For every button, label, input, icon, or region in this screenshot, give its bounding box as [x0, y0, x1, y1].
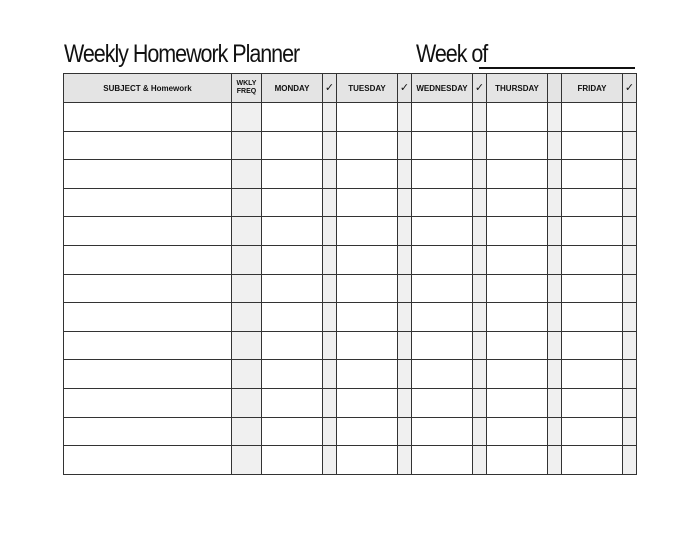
column-header-thursday: THURSDAY	[487, 74, 548, 103]
thursday-cell[interactable]	[487, 217, 548, 246]
weekly-frequency-cell[interactable]	[232, 331, 262, 360]
weekly-frequency-cell[interactable]	[232, 131, 262, 160]
monday-check-cell[interactable]	[323, 331, 337, 360]
monday-check-cell[interactable]	[323, 131, 337, 160]
monday-check-cell[interactable]	[323, 303, 337, 332]
thursday-check-cell[interactable]	[548, 245, 562, 274]
subject-cell[interactable]	[64, 388, 232, 417]
tuesday-check-cell[interactable]	[398, 103, 412, 132]
monday-cell[interactable]	[262, 331, 323, 360]
friday-cell[interactable]	[562, 160, 623, 189]
wednesday-cell[interactable]	[412, 388, 473, 417]
weekly-frequency-cell[interactable]	[232, 160, 262, 189]
monday-cell[interactable]	[262, 274, 323, 303]
friday-cell[interactable]	[562, 446, 623, 475]
monday-cell[interactable]	[262, 417, 323, 446]
table-row	[64, 131, 637, 160]
thursday-check-cell[interactable]	[548, 103, 562, 132]
monday-check-cell[interactable]	[323, 217, 337, 246]
subject-cell[interactable]	[64, 217, 232, 246]
weekly-frequency-cell[interactable]	[232, 217, 262, 246]
homework-planner-table	[63, 73, 637, 475]
thursday-cell[interactable]	[487, 274, 548, 303]
weekly-frequency-cell[interactable]	[232, 303, 262, 332]
tuesday-check-cell[interactable]	[398, 274, 412, 303]
subject-cell[interactable]	[64, 417, 232, 446]
tuesday-cell[interactable]	[337, 388, 398, 417]
header-row	[64, 74, 637, 103]
column-header-subject: SUBJECT & Homework	[64, 74, 232, 103]
monday-check-cell[interactable]	[323, 188, 337, 217]
friday-check-cell[interactable]	[623, 217, 637, 246]
thursday-cell[interactable]	[487, 446, 548, 475]
tuesday-check-cell[interactable]	[398, 360, 412, 389]
checkmark-icon: ✓	[473, 74, 487, 103]
subject-cell[interactable]	[64, 446, 232, 475]
wednesday-check-cell[interactable]	[473, 388, 487, 417]
wednesday-check-cell[interactable]	[473, 274, 487, 303]
friday-check-cell[interactable]	[623, 360, 637, 389]
tuesday-cell[interactable]	[337, 360, 398, 389]
tuesday-cell[interactable]	[337, 274, 398, 303]
wednesday-cell[interactable]	[412, 160, 473, 189]
friday-cell[interactable]	[562, 188, 623, 217]
table-row	[64, 217, 637, 246]
column-header-friday: FRIDAY	[562, 74, 623, 103]
friday-check-cell[interactable]	[623, 388, 637, 417]
monday-cell[interactable]	[262, 388, 323, 417]
friday-cell[interactable]	[562, 417, 623, 446]
monday-check-cell[interactable]	[323, 245, 337, 274]
thursday-check-cell[interactable]	[548, 388, 562, 417]
wednesday-cell[interactable]	[412, 217, 473, 246]
tuesday-cell[interactable]	[337, 446, 398, 475]
thursday-check-cell[interactable]	[548, 217, 562, 246]
friday-check-cell[interactable]	[623, 303, 637, 332]
monday-check-cell[interactable]	[323, 360, 337, 389]
week-of-label: Week of	[416, 40, 488, 68]
tuesday-check-cell[interactable]	[398, 245, 412, 274]
thursday-cell[interactable]	[487, 188, 548, 217]
monday-cell[interactable]	[262, 360, 323, 389]
friday-check-cell[interactable]	[623, 131, 637, 160]
friday-cell[interactable]	[562, 360, 623, 389]
table-row	[64, 388, 637, 417]
friday-check-cell[interactable]	[623, 417, 637, 446]
friday-cell[interactable]	[562, 331, 623, 360]
thursday-check-cell[interactable]	[548, 160, 562, 189]
friday-check-cell[interactable]	[623, 188, 637, 217]
wednesday-check-cell[interactable]	[473, 331, 487, 360]
tuesday-check-cell[interactable]	[398, 217, 412, 246]
table-row	[64, 274, 637, 303]
subject-cell[interactable]	[64, 360, 232, 389]
tuesday-check-cell[interactable]	[398, 160, 412, 189]
page-title: Weekly Homework Planner	[64, 40, 300, 68]
monday-cell[interactable]	[262, 446, 323, 475]
thursday-cell[interactable]	[487, 131, 548, 160]
thursday-cell[interactable]	[487, 417, 548, 446]
thursday-check-cell[interactable]	[548, 360, 562, 389]
subject-cell[interactable]	[64, 188, 232, 217]
monday-check-cell[interactable]	[323, 274, 337, 303]
tuesday-check-cell[interactable]	[398, 303, 412, 332]
tuesday-check-cell[interactable]	[398, 331, 412, 360]
monday-check-cell[interactable]	[323, 446, 337, 475]
weekly-frequency-cell[interactable]	[232, 103, 262, 132]
friday-cell[interactable]	[562, 245, 623, 274]
thursday-cell[interactable]	[487, 360, 548, 389]
thursday-check-cell[interactable]	[548, 446, 562, 475]
friday-check-cell[interactable]	[623, 103, 637, 132]
wednesday-check-cell[interactable]	[473, 160, 487, 189]
table-row	[64, 303, 637, 332]
thursday-check-cell[interactable]	[548, 274, 562, 303]
thursday-cell[interactable]	[487, 103, 548, 132]
column-header-wednesday: WEDNESDAY	[412, 74, 473, 103]
table-row	[64, 417, 637, 446]
column-header-tuesday: TUESDAY	[337, 74, 398, 103]
monday-cell[interactable]	[262, 103, 323, 132]
wednesday-cell[interactable]	[412, 417, 473, 446]
wednesday-check-cell[interactable]	[473, 360, 487, 389]
wednesday-check-cell[interactable]	[473, 245, 487, 274]
friday-cell[interactable]	[562, 388, 623, 417]
thursday-check-cell[interactable]	[548, 417, 562, 446]
thursday-check-cell[interactable]	[548, 331, 562, 360]
tuesday-check-cell[interactable]	[398, 188, 412, 217]
friday-check-cell[interactable]	[623, 446, 637, 475]
monday-cell[interactable]	[262, 217, 323, 246]
thursday-check-cell[interactable]	[548, 303, 562, 332]
friday-cell[interactable]	[562, 217, 623, 246]
thursday-check-cell[interactable]	[548, 188, 562, 217]
table-row	[64, 360, 637, 389]
subject-cell[interactable]	[64, 303, 232, 332]
tuesday-check-cell[interactable]	[398, 446, 412, 475]
monday-cell[interactable]	[262, 131, 323, 160]
weekly-frequency-cell[interactable]	[232, 274, 262, 303]
wednesday-cell[interactable]	[412, 103, 473, 132]
subject-cell[interactable]	[64, 331, 232, 360]
weekly-frequency-cell[interactable]	[232, 446, 262, 475]
weekly-frequency-cell[interactable]	[232, 417, 262, 446]
tuesday-check-cell[interactable]	[398, 417, 412, 446]
friday-check-cell[interactable]	[623, 274, 637, 303]
friday-check-cell[interactable]	[623, 331, 637, 360]
wednesday-check-cell[interactable]	[473, 217, 487, 246]
thursday-cell[interactable]	[487, 331, 548, 360]
friday-cell[interactable]	[562, 103, 623, 132]
subject-cell[interactable]	[64, 274, 232, 303]
wednesday-check-cell[interactable]	[473, 131, 487, 160]
friday-cell[interactable]	[562, 274, 623, 303]
monday-check-cell[interactable]	[323, 388, 337, 417]
wednesday-cell[interactable]	[412, 188, 473, 217]
tuesday-cell[interactable]	[337, 103, 398, 132]
tuesday-check-cell[interactable]	[398, 131, 412, 160]
weekly-frequency-cell[interactable]	[232, 245, 262, 274]
friday-check-cell[interactable]	[623, 245, 637, 274]
friday-cell[interactable]	[562, 131, 623, 160]
friday-check-cell[interactable]	[623, 160, 637, 189]
thursday-cell[interactable]	[487, 303, 548, 332]
tuesday-cell[interactable]	[337, 188, 398, 217]
monday-check-cell[interactable]	[323, 103, 337, 132]
thursday-cell[interactable]	[487, 245, 548, 274]
table-row	[64, 103, 637, 132]
table-row	[64, 160, 637, 189]
week-of-blank-line[interactable]	[479, 67, 635, 69]
thursday-cell[interactable]	[487, 388, 548, 417]
thursday-check-cell[interactable]	[548, 131, 562, 160]
freq-label-line2: FREQ	[236, 88, 257, 95]
wednesday-check-cell[interactable]	[473, 103, 487, 132]
wednesday-check-cell[interactable]	[473, 446, 487, 475]
tuesday-cell[interactable]	[337, 160, 398, 189]
planner-rows	[64, 103, 637, 475]
wednesday-cell[interactable]	[412, 303, 473, 332]
weekly-frequency-cell[interactable]	[232, 360, 262, 389]
monday-cell[interactable]	[262, 303, 323, 332]
weekly-frequency-cell[interactable]	[232, 188, 262, 217]
wednesday-cell[interactable]	[412, 446, 473, 475]
monday-check-cell[interactable]	[323, 160, 337, 189]
monday-cell[interactable]	[262, 188, 323, 217]
tuesday-cell[interactable]	[337, 217, 398, 246]
wednesday-cell[interactable]	[412, 274, 473, 303]
checkmark-icon: ✓	[398, 74, 412, 103]
tuesday-cell[interactable]	[337, 131, 398, 160]
tuesday-cell[interactable]	[337, 245, 398, 274]
wednesday-cell[interactable]	[412, 131, 473, 160]
tuesday-cell[interactable]	[337, 303, 398, 332]
wednesday-check-cell[interactable]	[473, 303, 487, 332]
wednesday-cell[interactable]	[412, 331, 473, 360]
subject-cell[interactable]	[64, 103, 232, 132]
wednesday-cell[interactable]	[412, 360, 473, 389]
column-header-weekly-frequency	[232, 74, 262, 103]
tuesday-cell[interactable]	[337, 331, 398, 360]
monday-cell[interactable]	[262, 160, 323, 189]
weekly-frequency-cell[interactable]	[232, 388, 262, 417]
table-row	[64, 188, 637, 217]
tuesday-check-cell[interactable]	[398, 388, 412, 417]
subject-cell[interactable]	[64, 245, 232, 274]
checkmark-icon: ✓	[323, 74, 337, 103]
monday-cell[interactable]	[262, 245, 323, 274]
wednesday-cell[interactable]	[412, 245, 473, 274]
table-row	[64, 446, 637, 475]
column-header-monday: MONDAY	[262, 74, 323, 103]
wednesday-check-cell[interactable]	[473, 417, 487, 446]
checkmark-column-header-empty	[548, 74, 562, 103]
table-row	[64, 331, 637, 360]
checkmark-icon: ✓	[623, 74, 637, 103]
subject-cell[interactable]	[64, 160, 232, 189]
thursday-cell[interactable]	[487, 160, 548, 189]
friday-cell[interactable]	[562, 303, 623, 332]
table-row	[64, 245, 637, 274]
wednesday-check-cell[interactable]	[473, 188, 487, 217]
monday-check-cell[interactable]	[323, 417, 337, 446]
freq-label-line1: WKLY	[236, 80, 257, 87]
subject-cell[interactable]	[64, 131, 232, 160]
tuesday-cell[interactable]	[337, 417, 398, 446]
